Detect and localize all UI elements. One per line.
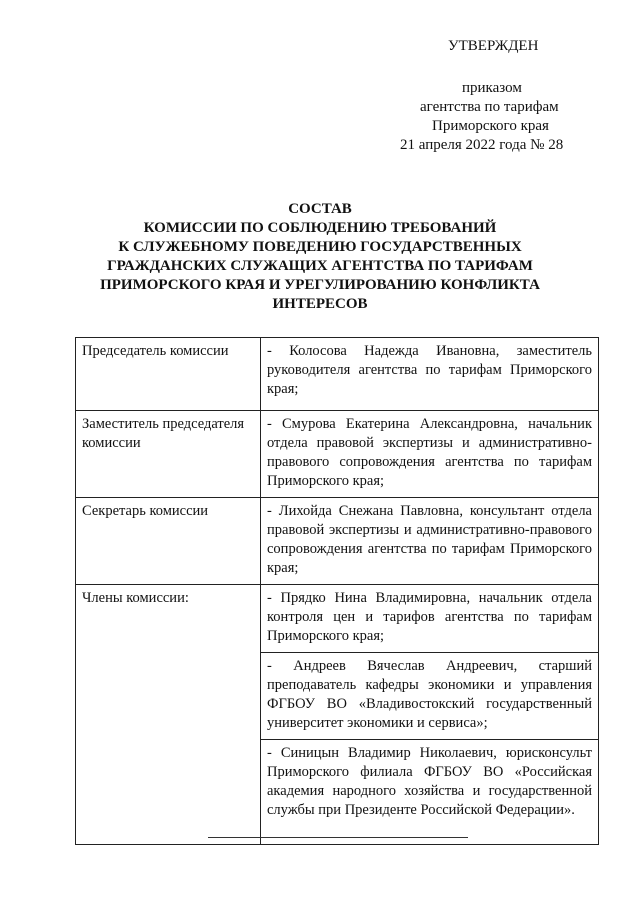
approval-order-line: приказом: [462, 80, 522, 96]
member-cell-deputy: - Смурова Екатерина Александровна, начальник отдела правовой экспертизы и административно-правового сопровождения агентства по тарифам Приморского края;: [261, 411, 599, 498]
title-line-1: СОСТАВ: [288, 201, 352, 217]
approval-agency-line: агентства по тарифам: [420, 99, 559, 115]
title-line-3: К СЛУЖЕБНОМУ ПОВЕДЕНИЮ ГОСУДАРСТВЕННЫХ: [118, 239, 522, 255]
document-title: [60, 200, 580, 314]
table-row-deputy: [76, 411, 599, 498]
title-line-2: КОМИССИИ ПО СОБЛЮДЕНИЮ ТРЕБОВАНИЙ: [143, 220, 497, 236]
approval-region-line: Приморского края: [432, 118, 549, 134]
role-cell-chair: Председатель комиссии: [76, 338, 261, 411]
member-cell-1: - Прядко Нина Владимировна, начальник отдела контроля цен и тарифов агентства по тарифам Приморского края;: [261, 585, 599, 653]
approved-label: УТВЕРЖДЕН: [448, 38, 539, 54]
member-cell-3: - Синицын Владимир Николаевич, юрисконсульт Приморского филиала ФГБОУ ВО «Российская академия народного хозяйства и государственной службы при Президенте Российской Федерации».: [261, 740, 599, 845]
table-row-secretary: [76, 498, 599, 585]
title-line-5: ПРИМОРСКОГО КРАЯ И УРЕГУЛИРОВАНИЮ КОНФЛИКТА: [100, 277, 540, 293]
title-line-6: ИНТЕРЕСОВ: [272, 296, 368, 312]
role-cell-secretary: Секретарь комиссии: [76, 498, 261, 585]
role-cell-deputy: Заместитель председателя комиссии: [76, 411, 261, 498]
table-row-chair: [76, 338, 599, 411]
table-row-members: [76, 585, 599, 653]
member-cell-secretary: - Лихойда Снежана Павловна, консультант отдела правовой экспертизы и административно-правового сопровождения агентства по тарифам Приморского края;: [261, 498, 599, 585]
commission-composition-table: [75, 337, 599, 845]
role-cell-members: Члены комиссии:: [76, 585, 261, 845]
end-divider-line: [208, 837, 468, 838]
title-line-4: ГРАЖДАНСКИХ СЛУЖАЩИХ АГЕНТСТВА ПО ТАРИФАМ: [107, 258, 533, 274]
member-cell-chair: - Колосова Надежда Ивановна, заместитель руководителя агентства по тарифам Приморского края;: [261, 338, 599, 411]
member-cell-2: - Андреев Вячеслав Андреевич, старший преподаватель кафедры экономики и управления ФГБОУ ВО «Владивостокский государственный университет экономики и сервиса»;: [261, 653, 599, 740]
approval-date-line: 21 апреля 2022 года № 28: [400, 137, 564, 153]
